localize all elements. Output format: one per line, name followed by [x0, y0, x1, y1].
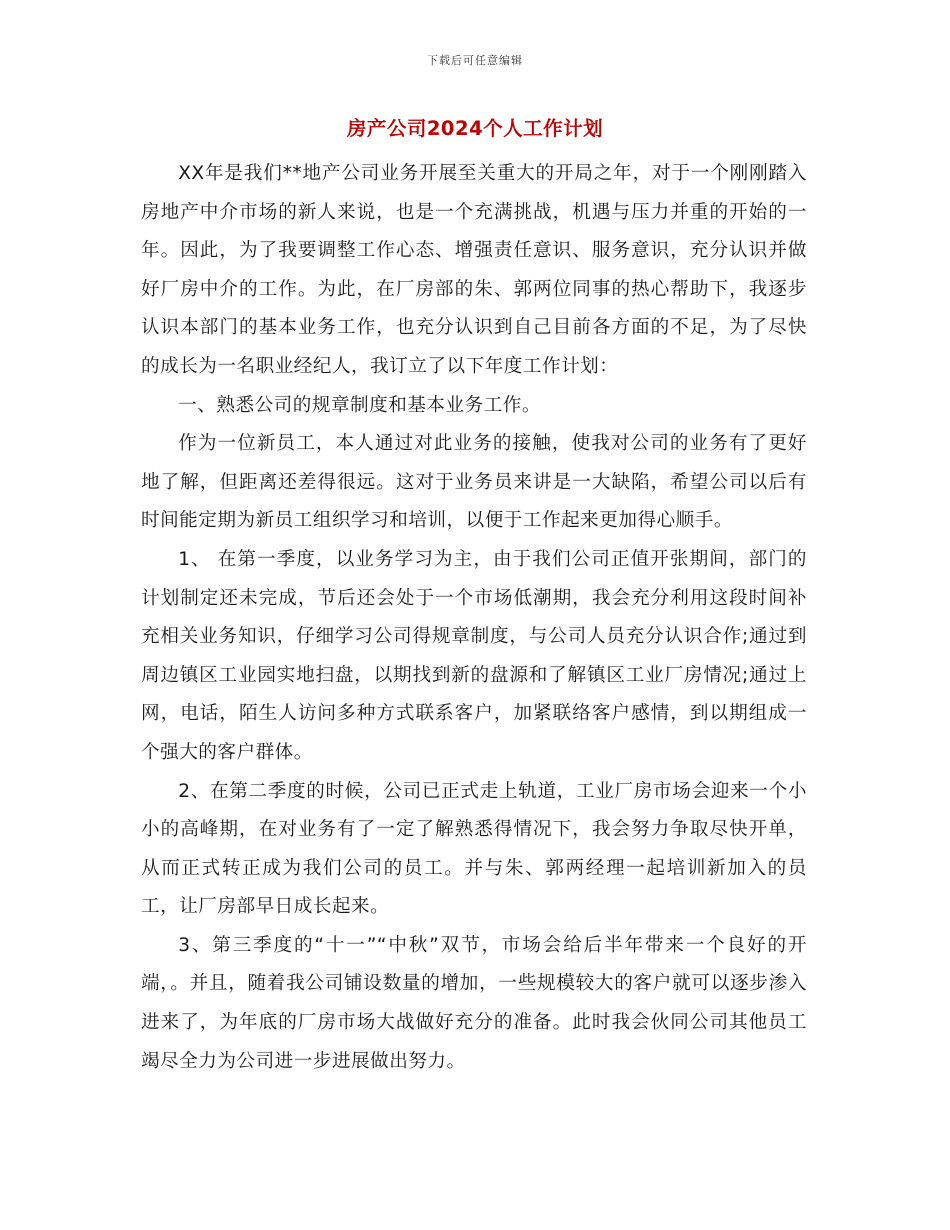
header-note: 下载后可任意编辑 — [427, 54, 523, 67]
document-body — [141, 155, 807, 1081]
paragraph-q2: 2、在第二季度的时候，公司已正式走上轨道，工业厂房市场会迎来一个小小的高峰期，在对业务有了一定了解熟悉得情况下，我会努力争取尽快开单，从而正式转正成为我们公司的员工。并与朱、郭两经理一起培训新加入的员工，让厂房部早日成长起来。 — [141, 780, 807, 918]
paragraph-q3: 3、第三季度的“十一”“中秋”双节，市场会给后半年带来一个良好的开端，。并且，随着我公司铺设数量的增加，一些规模较大的客户就可以逐步渗入进来了，为年底的厂房市场大战做好充分的准备。此时我会伙同公司其他员工竭尽全力为公司进一步进展做出努力。 — [141, 934, 807, 1072]
document-title: 房产公司2024个人工作计划 — [346, 117, 604, 140]
paragraph-new-employee: 作为一位新员工，本人通过对此业务的接触，使我对公司的业务有了更好地了解，但距离还差得很远。这对于业务员来讲是一大缺陷，希望公司以后有时间能定期为新员工组织学习和培训，以便于工作起来更加得心顺手。 — [141, 433, 807, 532]
paragraph-intro: XX年是我们**地产公司业务开展至关重大的开局之年，对于一个刚刚踏入房地产中介市场的新人来说，也是一个充满挑战，机遇与压力并重的开始的一年。因此，为了我要调整工作心态、增强责任意识、服务意识，充分认识并做好厂房中介的工作。为此，在厂房部的朱、郭两位同事的热心帮助下，我逐步认识本部门的基本业务工作，也充分认识到自己目前各方面的不足，为了尽快的成长为一名职业经纪人，我订立了以下年度工作计划： — [141, 163, 807, 377]
paragraph-section-heading: 一、熟悉公司的规章制度和基本业务工作。 — [178, 394, 541, 416]
paragraph-q1: 1、 在第一季度，以业务学习为主，由于我们公司正值开张期间，部门的计划制定还未完成，节后还会处于一个市场低潮期，我会充分利用这段时间补充相关业务知识，仔细学习公司得规章制度，与公司人员充分认识合作;通过到周边镇区工业园实地扫盘，以期找到新的盘源和了解镇区工业厂房情况;通过上网，电话，陌生人访问多种方式联系客户，加紧联络客户感情，到以期组成一个强大的客户群体。 — [141, 548, 807, 763]
